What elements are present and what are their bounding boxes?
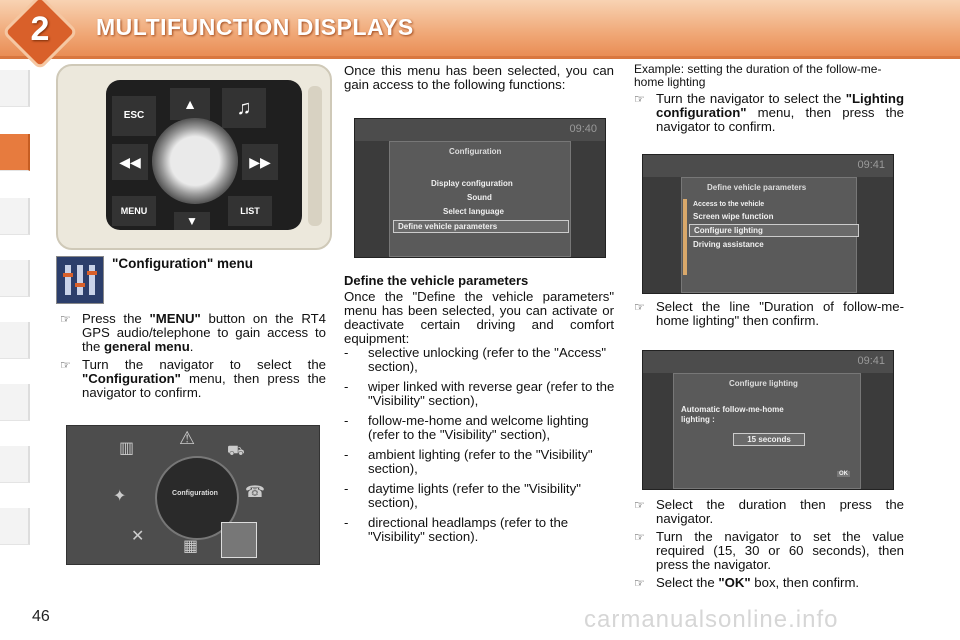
pointing-hand-icon: ☞ xyxy=(60,358,71,372)
configuration-screen xyxy=(354,118,606,258)
telephone-icon: ☎ xyxy=(245,484,265,501)
text: box, then confirm. xyxy=(750,575,860,590)
pointing-hand-icon: ☞ xyxy=(634,92,645,106)
configuration-icon xyxy=(221,522,257,558)
example-caption: Example: setting the duration of the follow-me-home lighting xyxy=(634,62,882,89)
text: Turn the navigator to select the xyxy=(656,91,846,106)
esc-button[interactable]: ESC xyxy=(112,96,156,136)
menu-button-label: "MENU" xyxy=(149,311,201,326)
menu-button[interactable]: MENU xyxy=(112,196,156,226)
chapter-tab-1[interactable] xyxy=(0,70,30,107)
navigator-knob[interactable] xyxy=(152,118,238,204)
list-item: - selective unlocking (refer to the "Access" section), xyxy=(344,346,616,374)
text: Turn the navigator to select the xyxy=(82,357,326,372)
warning-icon: ⚠ xyxy=(179,428,196,448)
list-item xyxy=(634,576,904,590)
pointing-hand-icon: ☞ xyxy=(634,530,645,544)
list-item-text: follow-me-home and welcome lighting (refer to the "Visibility" section), xyxy=(368,413,589,442)
menu-item[interactable]: Screen wipe function xyxy=(693,212,774,221)
chapter-tab-8[interactable] xyxy=(0,508,30,545)
instruction-list xyxy=(634,92,904,134)
instruction-list xyxy=(634,300,904,328)
rewind-icon[interactable]: ◀◀ xyxy=(112,144,148,180)
define-parameters-text: Once the "Define the vehicle parameters" menu has been selected, you can activate or deactivate certain driving and comfort equipment: xyxy=(344,289,614,346)
list-item xyxy=(60,312,326,354)
subheading: Define the vehicle parameters xyxy=(344,273,529,288)
duration-value[interactable]: 15 seconds xyxy=(733,433,805,446)
watermark: carmanualsonline.info xyxy=(584,606,839,633)
clock-readout: 09:40 xyxy=(569,123,597,135)
pointing-hand-icon: ☞ xyxy=(634,576,645,590)
list-item-text: ambient lighting (refer to the "Visibility" section), xyxy=(368,447,593,476)
general-menu-label: general menu xyxy=(104,339,190,354)
list-item xyxy=(60,358,326,400)
screen-title: Configure lighting xyxy=(729,379,798,388)
text: Press the xyxy=(82,311,150,326)
vehicle-parameters-screen xyxy=(642,154,894,294)
fast-forward-icon[interactable]: ▶▶ xyxy=(242,144,278,180)
pointing-hand-icon: ☞ xyxy=(60,312,71,326)
configure-lighting-screen xyxy=(642,350,894,490)
menu-item[interactable]: Access to the vehicle xyxy=(693,201,765,208)
chapter-tab-7[interactable] xyxy=(0,446,30,483)
menu-item[interactable]: Display configuration xyxy=(431,179,513,188)
scrollbar[interactable] xyxy=(683,199,687,275)
control-panel-image xyxy=(56,64,332,250)
chapter-tab-5[interactable] xyxy=(0,322,30,359)
configuration-label: "Configuration" xyxy=(82,371,181,386)
audio-icon: ▥ xyxy=(119,440,135,457)
equipment-list xyxy=(344,346,616,544)
text: Turn the navigator to set the value required (15, 30 or 60 seconds), then press the navigator. xyxy=(656,529,904,572)
navigation-icon: ✦ xyxy=(113,488,127,505)
list-button[interactable]: LIST xyxy=(228,196,272,226)
header-divider xyxy=(0,56,960,59)
menu-item[interactable]: Sound xyxy=(467,193,492,202)
list-item-text: wiper linked with reverse gear (refer to the "Visibility" section), xyxy=(368,379,615,408)
screen-title: Configuration xyxy=(449,147,502,156)
configuration-center-label: Configuration xyxy=(172,490,218,497)
instruction-list xyxy=(634,498,904,590)
intro-text: Once this menu has been selected, you can gain access to the following functions: xyxy=(344,63,614,92)
down-arrow-icon[interactable]: ▼ xyxy=(174,212,210,230)
clock-readout: 09:41 xyxy=(857,355,885,367)
text: menu, then press the navigator to confirm. xyxy=(82,371,326,400)
text: button on the RT4 GPS audio/telephone to gain access to the xyxy=(82,311,326,354)
instruction-list xyxy=(60,312,326,400)
list-item: - ambient lighting (refer to the "Visibility" section), xyxy=(344,448,616,476)
text: menu, then press the navigator to confirm. xyxy=(656,105,904,134)
clock-readout: 09:41 xyxy=(857,159,885,171)
dvd-icon: ▦ xyxy=(183,538,199,555)
menu-item[interactable]: Select language xyxy=(443,207,504,216)
lighting-configuration-label: "Lighting configuration" xyxy=(656,91,904,120)
list-item xyxy=(634,498,904,526)
list-item xyxy=(634,92,904,134)
list-item-text: daytime lights (refer to the "Visibility" section), xyxy=(368,481,581,510)
page-title: MULTIFUNCTION DISPLAYS xyxy=(96,14,414,40)
chapter-tab-4[interactable] xyxy=(0,260,30,297)
tools-icon: ✕ xyxy=(131,528,145,545)
page-number: 46 xyxy=(32,608,50,625)
chapter-tab-3[interactable] xyxy=(0,198,30,235)
pointing-hand-icon: ☞ xyxy=(634,300,645,314)
list-item: - follow-me-home and welcome lighting (refer to the "Visibility" section), xyxy=(344,414,616,442)
list-item-text: selective unlocking (refer to the "Access" section), xyxy=(368,345,607,374)
list-item: - directional headlamps (refer to the "Visibility" section). xyxy=(344,516,616,544)
menu-item[interactable]: Driving assistance xyxy=(693,240,764,249)
list-item xyxy=(634,300,904,328)
car-icon: ⛟ xyxy=(227,442,245,458)
menu-item-selected[interactable]: Define vehicle parameters xyxy=(393,220,569,233)
music-note-icon[interactable]: ♫ xyxy=(222,88,266,128)
text: Select the line "Duration of follow-me-home lighting" then confirm. xyxy=(656,299,904,328)
menu-item-selected[interactable]: Configure lighting xyxy=(689,224,859,237)
section-heading: "Configuration" menu xyxy=(112,256,254,271)
list-item xyxy=(634,530,904,572)
text: Select the duration then press the navigator. xyxy=(656,497,904,526)
chapter-tab-2[interactable] xyxy=(0,134,30,171)
text: Select the xyxy=(656,575,719,590)
menu-wheel-image xyxy=(66,425,320,565)
up-arrow-icon[interactable]: ▲ xyxy=(170,88,210,120)
pointing-hand-icon: ☞ xyxy=(634,498,645,512)
chapter-tab-6[interactable] xyxy=(0,384,30,421)
setting-label: Automatic follow-me-home lighting : xyxy=(681,405,784,424)
configuration-icon xyxy=(56,256,104,304)
screen-title: Define vehicle parameters xyxy=(707,183,807,192)
ok-button[interactable]: OK xyxy=(839,471,848,477)
text: . xyxy=(189,339,194,354)
list-item-text: directional headlamps (refer to the "Visibility" section). xyxy=(368,515,569,544)
list-item: - wiper linked with reverse gear (refer to the "Visibility" section), xyxy=(344,379,615,408)
ok-label: "OK" xyxy=(718,575,751,590)
chapter-tabs xyxy=(0,70,32,575)
list-item: - daytime lights (refer to the "Visibility" section), xyxy=(344,482,616,510)
chapter-number: 2 xyxy=(30,10,50,48)
